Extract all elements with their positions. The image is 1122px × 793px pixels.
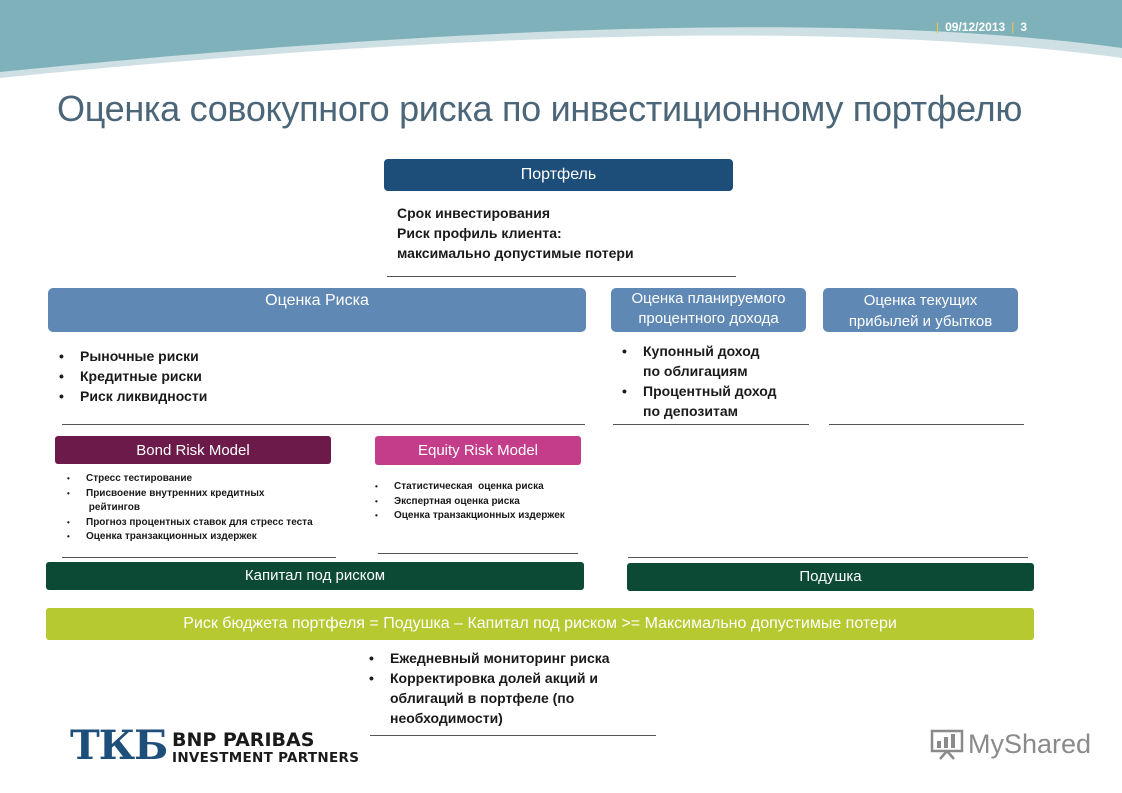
capital-at-risk-box: Капитал под риском <box>46 562 584 590</box>
bond-model-list <box>60 472 313 545</box>
presentation-icon <box>930 728 964 760</box>
header-meta <box>930 20 1027 34</box>
portfolio-details <box>397 203 634 263</box>
list-item <box>366 668 610 728</box>
equity-risk-model-box: Equity Risk Model <box>375 436 581 465</box>
list-item <box>619 381 777 421</box>
divider-line <box>387 276 736 277</box>
list-item: • Риск ликвидности <box>56 386 207 406</box>
risk-budget-formula: Риск бюджета портфеля = Подушка – Капитал под риском >= Максимально допустимые потери <box>46 608 1034 640</box>
list-item: • Оценка транзакционных издержек <box>368 509 565 524</box>
pnl-box <box>823 288 1018 332</box>
divider-line <box>62 424 585 425</box>
page-title: Оценка совокупного риска по инвестиционному портфелю <box>57 88 1023 129</box>
list-item-line: облигаций в портфеле (по <box>390 690 575 706</box>
pnl-label-line2: прибылей и убытков <box>848 313 993 330</box>
list-item-line: необходимости) <box>390 710 503 726</box>
list-item: • Стресс тестирование <box>60 472 313 487</box>
pnl-label-line1: Оценка текущих <box>863 292 978 309</box>
portfolio-line: Риск профиль клиента: <box>397 225 562 241</box>
list-item: • Экспертная оценка риска <box>368 495 565 510</box>
bnp-logo-line1: BNP PARIBAS <box>172 729 315 751</box>
portfolio-line: Срок инвестирования <box>397 205 550 221</box>
divider-line <box>829 424 1024 425</box>
list-item <box>366 648 610 668</box>
equity-model-list <box>368 480 565 524</box>
portfolio-line: максимально допустимые потери <box>397 245 634 261</box>
divider-line <box>62 557 336 558</box>
list-item <box>60 487 313 516</box>
bond-risk-model-box: Bond Risk Model <box>55 436 331 464</box>
list-item <box>619 341 777 381</box>
watermark-text: MyShared <box>968 728 1092 759</box>
divider-line <box>613 424 809 425</box>
risk-assessment-box: Оценка Риска <box>48 288 586 332</box>
interest-income-box <box>611 288 806 332</box>
cushion-box: Подушка <box>627 563 1034 591</box>
interest-income-label-line2: процентного дохода <box>638 310 779 327</box>
list-item: • Оценка транзакционных издержек <box>60 530 313 545</box>
tkb-logo: ТКБ <box>70 722 168 769</box>
list-item-line: по депозитам <box>643 403 738 419</box>
list-item-line: • Процентный доход <box>643 383 777 399</box>
divider-line <box>628 557 1028 558</box>
list-item: • Кредитные риски <box>56 366 207 386</box>
header-band <box>0 0 1122 80</box>
header-separator: | <box>1011 20 1015 34</box>
list-item-line: по облигациям <box>643 363 748 379</box>
header-date: 09/12/2013 <box>945 20 1006 34</box>
list-item-line: • Корректировка долей акций и <box>390 670 599 686</box>
list-item: • Прогноз процентных ставок для стресс теста <box>60 516 313 531</box>
portfolio-box: Портфель <box>384 159 733 191</box>
divider-line <box>378 553 578 554</box>
list-item-line: • Ежедневный мониторинг риска <box>390 650 610 666</box>
risk-list <box>56 346 207 406</box>
interest-income-list <box>619 341 777 421</box>
divider-line <box>370 735 656 736</box>
page-number: 3 <box>1020 20 1027 34</box>
list-item-line: рейтингов <box>86 502 140 513</box>
monitoring-list <box>366 648 610 728</box>
list-item-line: • Купонный доход <box>643 343 760 359</box>
list-item-line: • Присвоение внутренних кредитных <box>86 487 265 499</box>
bnp-logo-line2: INVESTMENT PARTNERS <box>172 750 360 766</box>
interest-income-label-line1: Оценка планируемого <box>631 290 786 307</box>
list-item: • Статистическая оценка риска <box>368 480 565 495</box>
header-separator: | <box>936 20 940 34</box>
bnp-paribas-logo <box>172 730 359 766</box>
watermark <box>930 728 1091 760</box>
list-item: • Рыночные риски <box>56 346 207 366</box>
